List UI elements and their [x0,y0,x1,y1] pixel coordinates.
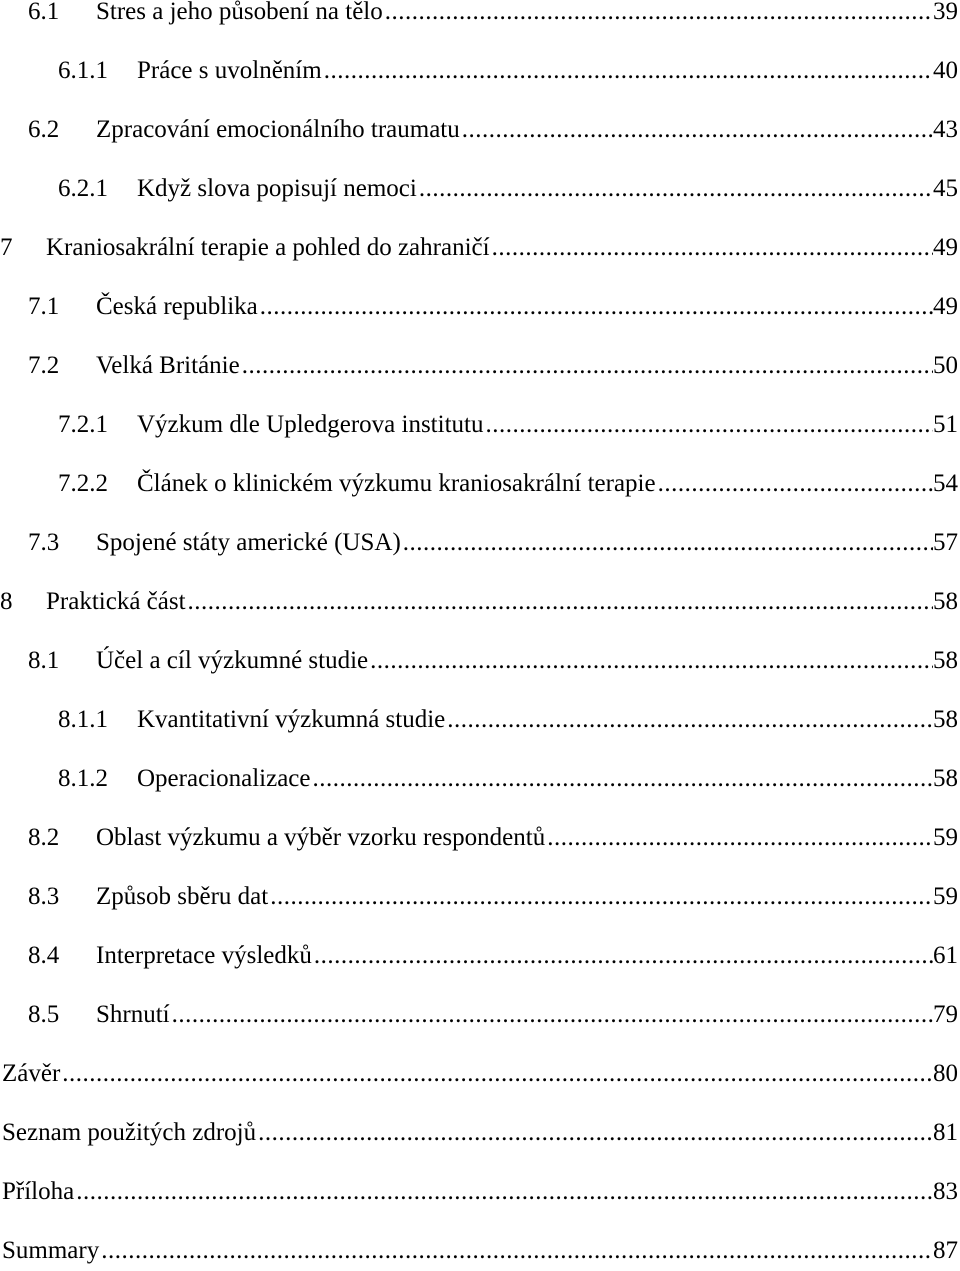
toc-entry-page: 87 [933,1237,958,1264]
toc-entry-number: 6.2 [28,116,60,143]
toc-entry-page: 58 [933,588,958,615]
toc-entry-title: Závěr [2,1060,61,1087]
toc-entry-page: 54 [933,470,958,497]
toc-entry[interactable] [0,641,958,681]
toc-entry-title: Praktická část [46,588,186,615]
toc-entry[interactable] [0,169,958,209]
toc-dot-leader [417,169,933,209]
toc-entry-title: Způsob sběru dat [96,883,269,910]
toc-dot-leader [258,287,933,327]
toc-dot-leader [99,1231,933,1271]
toc-dot-leader [460,110,933,150]
toc-entry-number: 8 [0,588,13,615]
toc-entry-number: 6.1 [28,0,60,25]
toc-dot-leader [383,0,933,32]
toc-dot-leader [483,405,933,445]
toc-entry-title: Práce s uvolněním [137,57,322,84]
toc-entry-page: 58 [933,706,958,733]
toc-entry-page: 79 [933,1001,958,1028]
toc-entry-title: Velká Británie [96,352,240,379]
toc-entry[interactable] [0,228,958,268]
toc-entry-title: Výzkum dle Upledgerova institutu [137,411,484,438]
toc-entry[interactable] [0,700,958,740]
toc-entry[interactable] [0,110,958,150]
toc-entry-number: 8.5 [28,1001,60,1028]
toc-entry-title: Summary [2,1237,100,1264]
toc-entry-page: 83 [933,1178,958,1205]
toc-entry-title: Operacionalizace [137,765,311,792]
toc-entry[interactable] [0,346,958,386]
toc-entry-page: 51 [933,411,958,438]
toc-dot-leader [268,877,933,917]
toc-entry-page: 81 [933,1119,958,1146]
toc-entry[interactable] [0,0,958,32]
toc-entry-number: 8.2 [28,824,60,851]
toc-entry[interactable] [0,464,958,504]
toc-entry-page: 43 [933,116,958,143]
toc-entry[interactable] [0,1113,958,1153]
toc-entry-number: 8.4 [28,942,60,969]
toc-entry-title: Účel a cíl výzkumné studie [96,647,369,674]
toc-entry-page: 39 [933,0,958,25]
toc-entry-title: Stres a jeho působení na tělo [96,0,383,25]
toc-entry-title: Oblast výzkumu a výběr vzorku respondentů [96,824,546,851]
toc-entry[interactable] [0,582,958,622]
toc-dot-leader [186,582,933,622]
toc-entry[interactable] [0,1172,958,1212]
toc-entry-title: Kraniosakrální terapie a pohled do zahraničí [46,234,490,261]
toc-entry-page: 59 [933,883,958,910]
toc-dot-leader [490,228,933,268]
toc-entry-page: 49 [933,293,958,320]
toc-entry-title: Spojené státy americké (USA) [96,529,401,556]
toc-entry-page: 80 [933,1060,958,1087]
toc-dot-leader [60,1054,933,1094]
toc-entry-page: 61 [933,942,958,969]
toc-entry-page: 57 [933,529,958,556]
toc-dot-leader [545,818,933,858]
toc-entry-title: Česká republika [96,293,258,320]
toc-entry-title: Zpracování emocionálního traumatu [96,116,460,143]
toc-entry-page: 58 [933,647,958,674]
toc-entry[interactable] [0,287,958,327]
toc-dot-leader [368,641,933,681]
toc-entry-number: 7.2 [28,352,60,379]
toc-entry-number: 8.1 [28,647,60,674]
toc-entry-number: 6.1.1 [58,57,108,84]
toc-entry-page: 40 [933,57,958,84]
toc-entry-page: 50 [933,352,958,379]
toc-dot-leader [656,464,933,504]
toc-entry-number: 8.1.1 [58,706,108,733]
toc-entry[interactable] [0,877,958,917]
toc-entry-number: 7.3 [28,529,60,556]
toc-entry-number: 7.1 [28,293,60,320]
toc-dot-leader [312,936,933,976]
toc-dot-leader [256,1113,933,1153]
toc-entry[interactable] [0,936,958,976]
toc-entry-number: 8.3 [28,883,60,910]
toc-entry[interactable] [0,818,958,858]
toc-entry-page: 49 [933,234,958,261]
toc-entry-page: 45 [933,175,958,202]
toc-dot-leader [445,700,933,740]
toc-dot-leader [311,759,934,799]
toc-dot-leader [170,995,933,1035]
toc-entry-number: 8.1.2 [58,765,108,792]
toc-entry-title: Příloha [2,1178,75,1205]
toc-entry[interactable] [0,51,958,91]
toc-entry-page: 59 [933,824,958,851]
toc-dot-leader [401,523,933,563]
toc-dot-leader [322,51,933,91]
toc-entry-number: 7 [0,234,13,261]
toc-entry-title: Seznam použitých zdrojů [2,1119,257,1146]
toc-dot-leader [240,346,933,386]
toc-entry[interactable] [0,1231,958,1271]
toc-entry-title: Když slova popisují nemoci [137,175,417,202]
toc-entry-title: Interpretace výsledků [96,942,312,969]
toc-entry[interactable] [0,1054,958,1094]
toc-entry-number: 6.2.1 [58,175,108,202]
toc-entry[interactable] [0,759,958,799]
toc-entry-title: Shrnutí [96,1001,170,1028]
toc-dot-leader [74,1172,933,1212]
toc-entry-number: 7.2.1 [58,411,108,438]
toc-entry-title: Kvantitativní výzkumná studie [137,706,446,733]
toc-entry-page: 58 [933,765,958,792]
toc-entry[interactable] [0,405,958,445]
toc-entry[interactable] [0,523,958,563]
toc-entry-number: 7.2.2 [58,470,108,497]
toc-entry-title: Článek o klinickém výzkumu kraniosakrální terapie [137,470,656,497]
toc-entry[interactable] [0,995,958,1035]
